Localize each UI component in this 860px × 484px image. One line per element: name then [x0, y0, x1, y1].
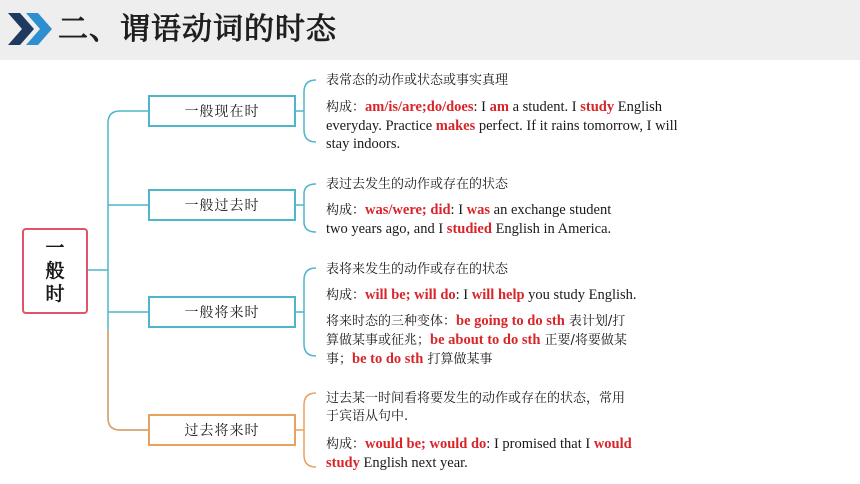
root-label: 一般时 — [45, 236, 65, 305]
node-future-in-past: 过去将来时 — [148, 414, 296, 446]
simple-future-definition: 表将来发生的动作或存在的状态 — [326, 262, 509, 277]
simple-present-definition: 表常态的动作或状态或事实真理 — [326, 73, 509, 88]
simple-future-variants: 将来时态的三种变体：be going to do sth 表计划/打 算做某事或征兆；be about to do sth 正要/将要做某 事；be to do sth 打算做某事 — [326, 313, 627, 367]
root-node — [22, 228, 88, 314]
simple-future-structure: 构成：will be; will do: I will help you study English. — [326, 287, 637, 303]
node-simple-future: 一般将来时 — [148, 296, 296, 328]
page-title: 二、谓语动词的时态 — [58, 12, 337, 47]
simple-present-structure: 构成：am/is/are;do/does: I am a student. I study English everyday. Practice makes perfect. If it rains tomorrow, I will stay indoors. — [326, 99, 678, 152]
future-in-past-structure: 构成：would be; would do: I promised that I would study English next year. — [326, 436, 632, 471]
future-in-past-definition: 过去某一时间看将要发生的动作或存在的状态，常用 于宾语从句中. — [326, 391, 626, 424]
node-simple-present: 一般现在时 — [148, 95, 296, 127]
simple-past-definition: 表过去发生的动作或存在的状态 — [326, 177, 509, 192]
simple-past-structure: 构成：was/were; did: I was an exchange student two years ago, and I studied English in America. — [326, 202, 612, 237]
node-simple-past: 一般过去时 — [148, 189, 296, 221]
